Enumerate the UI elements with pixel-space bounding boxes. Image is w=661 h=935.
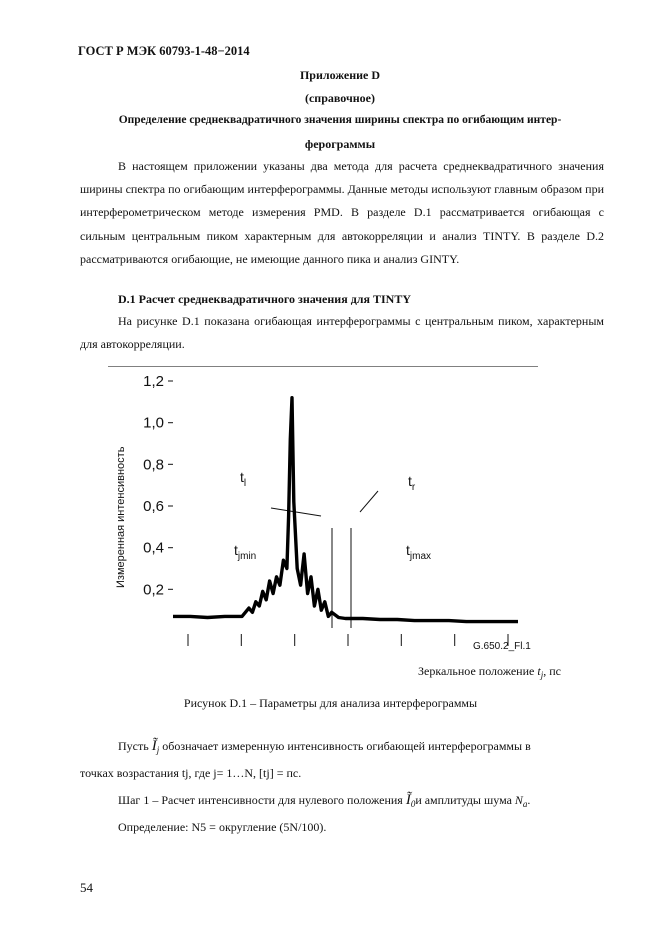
tr-pointer-line (360, 491, 378, 512)
figure-code: G.650.2_Fl.1 (473, 641, 531, 652)
interferogram-chart (108, 366, 538, 661)
definition-text: Определение: N5 = округление (5N/100). (118, 820, 327, 834)
figure-caption: Рисунок D.1 – Параметры для анализа интерферограммы (183, 696, 478, 710)
annotation-tjmax: $t_{jmax}$ (406, 542, 432, 562)
step-paragraph-2: точках возрастания tj, где j= 1…N, [tj] = пс. (80, 766, 302, 780)
intro-paragraph: В настоящем приложении указаны два метода для расчета среднеквадратичного значения ширины спектра по огибающим интерферограммы. Данные методы используют главным образом при интерферометрическом методе измерения PMD. В разделе D.1 рассматривается огибающая с сильным центральным пиком характерным для автокорреляции и анализ TINTY. В разделе D.2 рассматриваются огибающие, не имеющие данного пика и анализ GINTY. (80, 159, 604, 266)
page-number: 54 (80, 880, 93, 895)
x-tick-marks (188, 634, 508, 646)
y-tick-label: 0,8 (143, 456, 164, 474)
annotation-tr: $t_r$ (408, 473, 416, 493)
appendix-title: Приложение D (299, 68, 381, 82)
step-1-text: Шаг 1 – Расчет интенсивности для нулевого положения $Ĩ_0и$ амплитуды шума $N_a$. (118, 792, 531, 809)
y-tick-label: 0,6 (143, 498, 164, 515)
section-d1-text: На рисунке D.1 показана огибающая интерферограммы с центральным пиком, характерным для автокорреляции. (80, 314, 604, 352)
step-paragraph-1: Пусть $Ĩ_j$ обозначает измеренную интенсивность огибающей интерферограммы в (118, 738, 531, 755)
x-axis-label: Зеркальное положение $t_j$, пс (418, 664, 561, 680)
section-d1-heading: D.1 Расчет среднеквадратичного значения для TINTY (118, 292, 411, 306)
appendix-heading-line1: Определение среднеквадратичного значения ширины спектра по огибающим интер- (118, 114, 562, 126)
y-tick-label: 1,2 (143, 373, 164, 390)
y-tick-labels (143, 373, 173, 598)
chart-annotations (234, 469, 431, 562)
y-tick-label: 0,4 (143, 539, 164, 557)
y-tick-label: 0,2 (143, 581, 164, 599)
annotation-tl: $t_l$ (240, 469, 247, 489)
y-axis-label: Измеренная интенсивность (115, 446, 127, 588)
document-header: ГОСТ Р МЭК 60793-1-48−2014 (78, 44, 250, 58)
envelope-curve (173, 398, 518, 622)
annotation-tjmin: $t_{jmin}$ (234, 542, 257, 562)
appendix-type: (справочное) (304, 91, 375, 105)
y-tick-label: 1,0 (143, 414, 164, 432)
appendix-heading-line2: ферограммы (304, 137, 376, 151)
